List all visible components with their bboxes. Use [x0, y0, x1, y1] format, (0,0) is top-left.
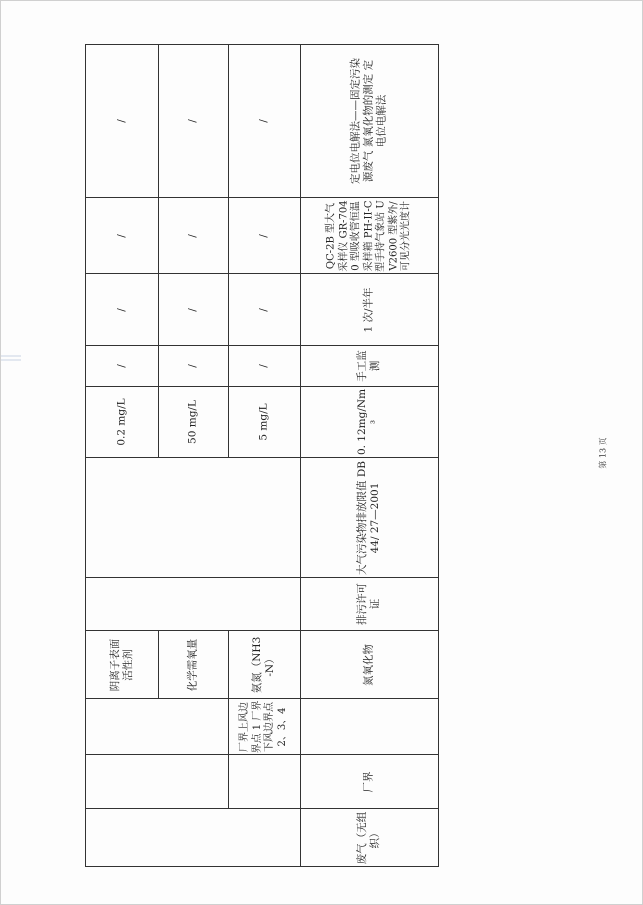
cell-r4-c6: 大气污染物排放限值 DB44/ 27—2001	[300, 458, 438, 578]
cell-r3-c4: 氨氮（NH3-N）	[228, 631, 300, 699]
table-band-limit-value	[86, 387, 439, 458]
monitoring-table	[85, 44, 439, 867]
cell-r3-c9: /	[228, 274, 300, 346]
cell-r3-c11: /	[228, 45, 300, 198]
table-band-pollutant	[86, 631, 439, 699]
cell-r3-c10: /	[228, 198, 300, 274]
page-number: 第 13 页	[598, 437, 608, 469]
cell-r1-3-c5	[86, 578, 301, 631]
cell-r4-c3-empty	[300, 699, 438, 755]
table-band-monitoring-mode	[86, 346, 439, 387]
cell-r4-c8: 手工监测	[300, 346, 438, 387]
cell-r1-2-c2	[86, 755, 229, 809]
cell-r4-c4: 氮氧化物	[300, 631, 438, 699]
cell-r4-c11: 定电位电解法——固定污染源废气 氮氧化物的测定 定电位电解法	[300, 45, 438, 198]
table-band-frequency	[86, 274, 439, 346]
cell-r4-c7: 0. 12mg/Nm³	[300, 387, 438, 458]
cell-r2-c9: /	[159, 274, 228, 346]
table-band-method	[86, 45, 439, 198]
cell-r3-c3: 厂界上风边界点 1 厂界下风边界点 2、3、4	[228, 699, 300, 755]
cell-r4-c10: QC-2B 型大气采样仪 GR-7040 型吸收管恒温采样箱 PH-II-C 型手持气象站 UV2600 型紫外/可见分光光度计	[300, 198, 438, 274]
table-band-category	[86, 809, 439, 867]
cell-r2-c8: /	[159, 346, 228, 387]
cell-r1-2-c3	[86, 699, 229, 755]
table-band-standard	[86, 458, 439, 578]
cell-r1-c9: /	[86, 274, 159, 346]
cell-r3-c2-empty	[228, 755, 300, 809]
cell-r1-3-c1	[86, 809, 301, 867]
cell-r4-c1: 废气（无组织）	[300, 809, 438, 867]
cell-r2-c11: /	[159, 45, 228, 198]
cell-r1-c4: 阴离子表面活性剂	[86, 631, 159, 699]
table-band-basis	[86, 578, 439, 631]
cell-r4-c9: 1 次/半年	[300, 274, 438, 346]
cell-r1-c8: /	[86, 346, 159, 387]
cell-r1-3-c6	[86, 458, 301, 578]
cell-r1-c11: /	[86, 45, 159, 198]
cell-r2-c4: 化学需氧量	[159, 631, 228, 699]
cell-r2-c7: 50 mg/L	[159, 387, 228, 458]
cell-r3-c8: /	[228, 346, 300, 387]
cell-r4-c2: 厂界	[300, 755, 438, 809]
cell-r1-c10: /	[86, 198, 159, 274]
cell-r2-c10: /	[159, 198, 228, 274]
cell-r1-c7: 0.2 mg/L	[86, 387, 159, 458]
cell-r4-c5: 排污许可证	[300, 578, 438, 631]
table-band-monitoring-point	[86, 699, 439, 755]
table-band-instrument	[86, 198, 439, 274]
scan-edge-mark	[1, 359, 21, 361]
table-band-location	[86, 755, 439, 809]
cell-r3-c7: 5 mg/L	[228, 387, 300, 458]
scan-edge-mark	[1, 355, 21, 357]
